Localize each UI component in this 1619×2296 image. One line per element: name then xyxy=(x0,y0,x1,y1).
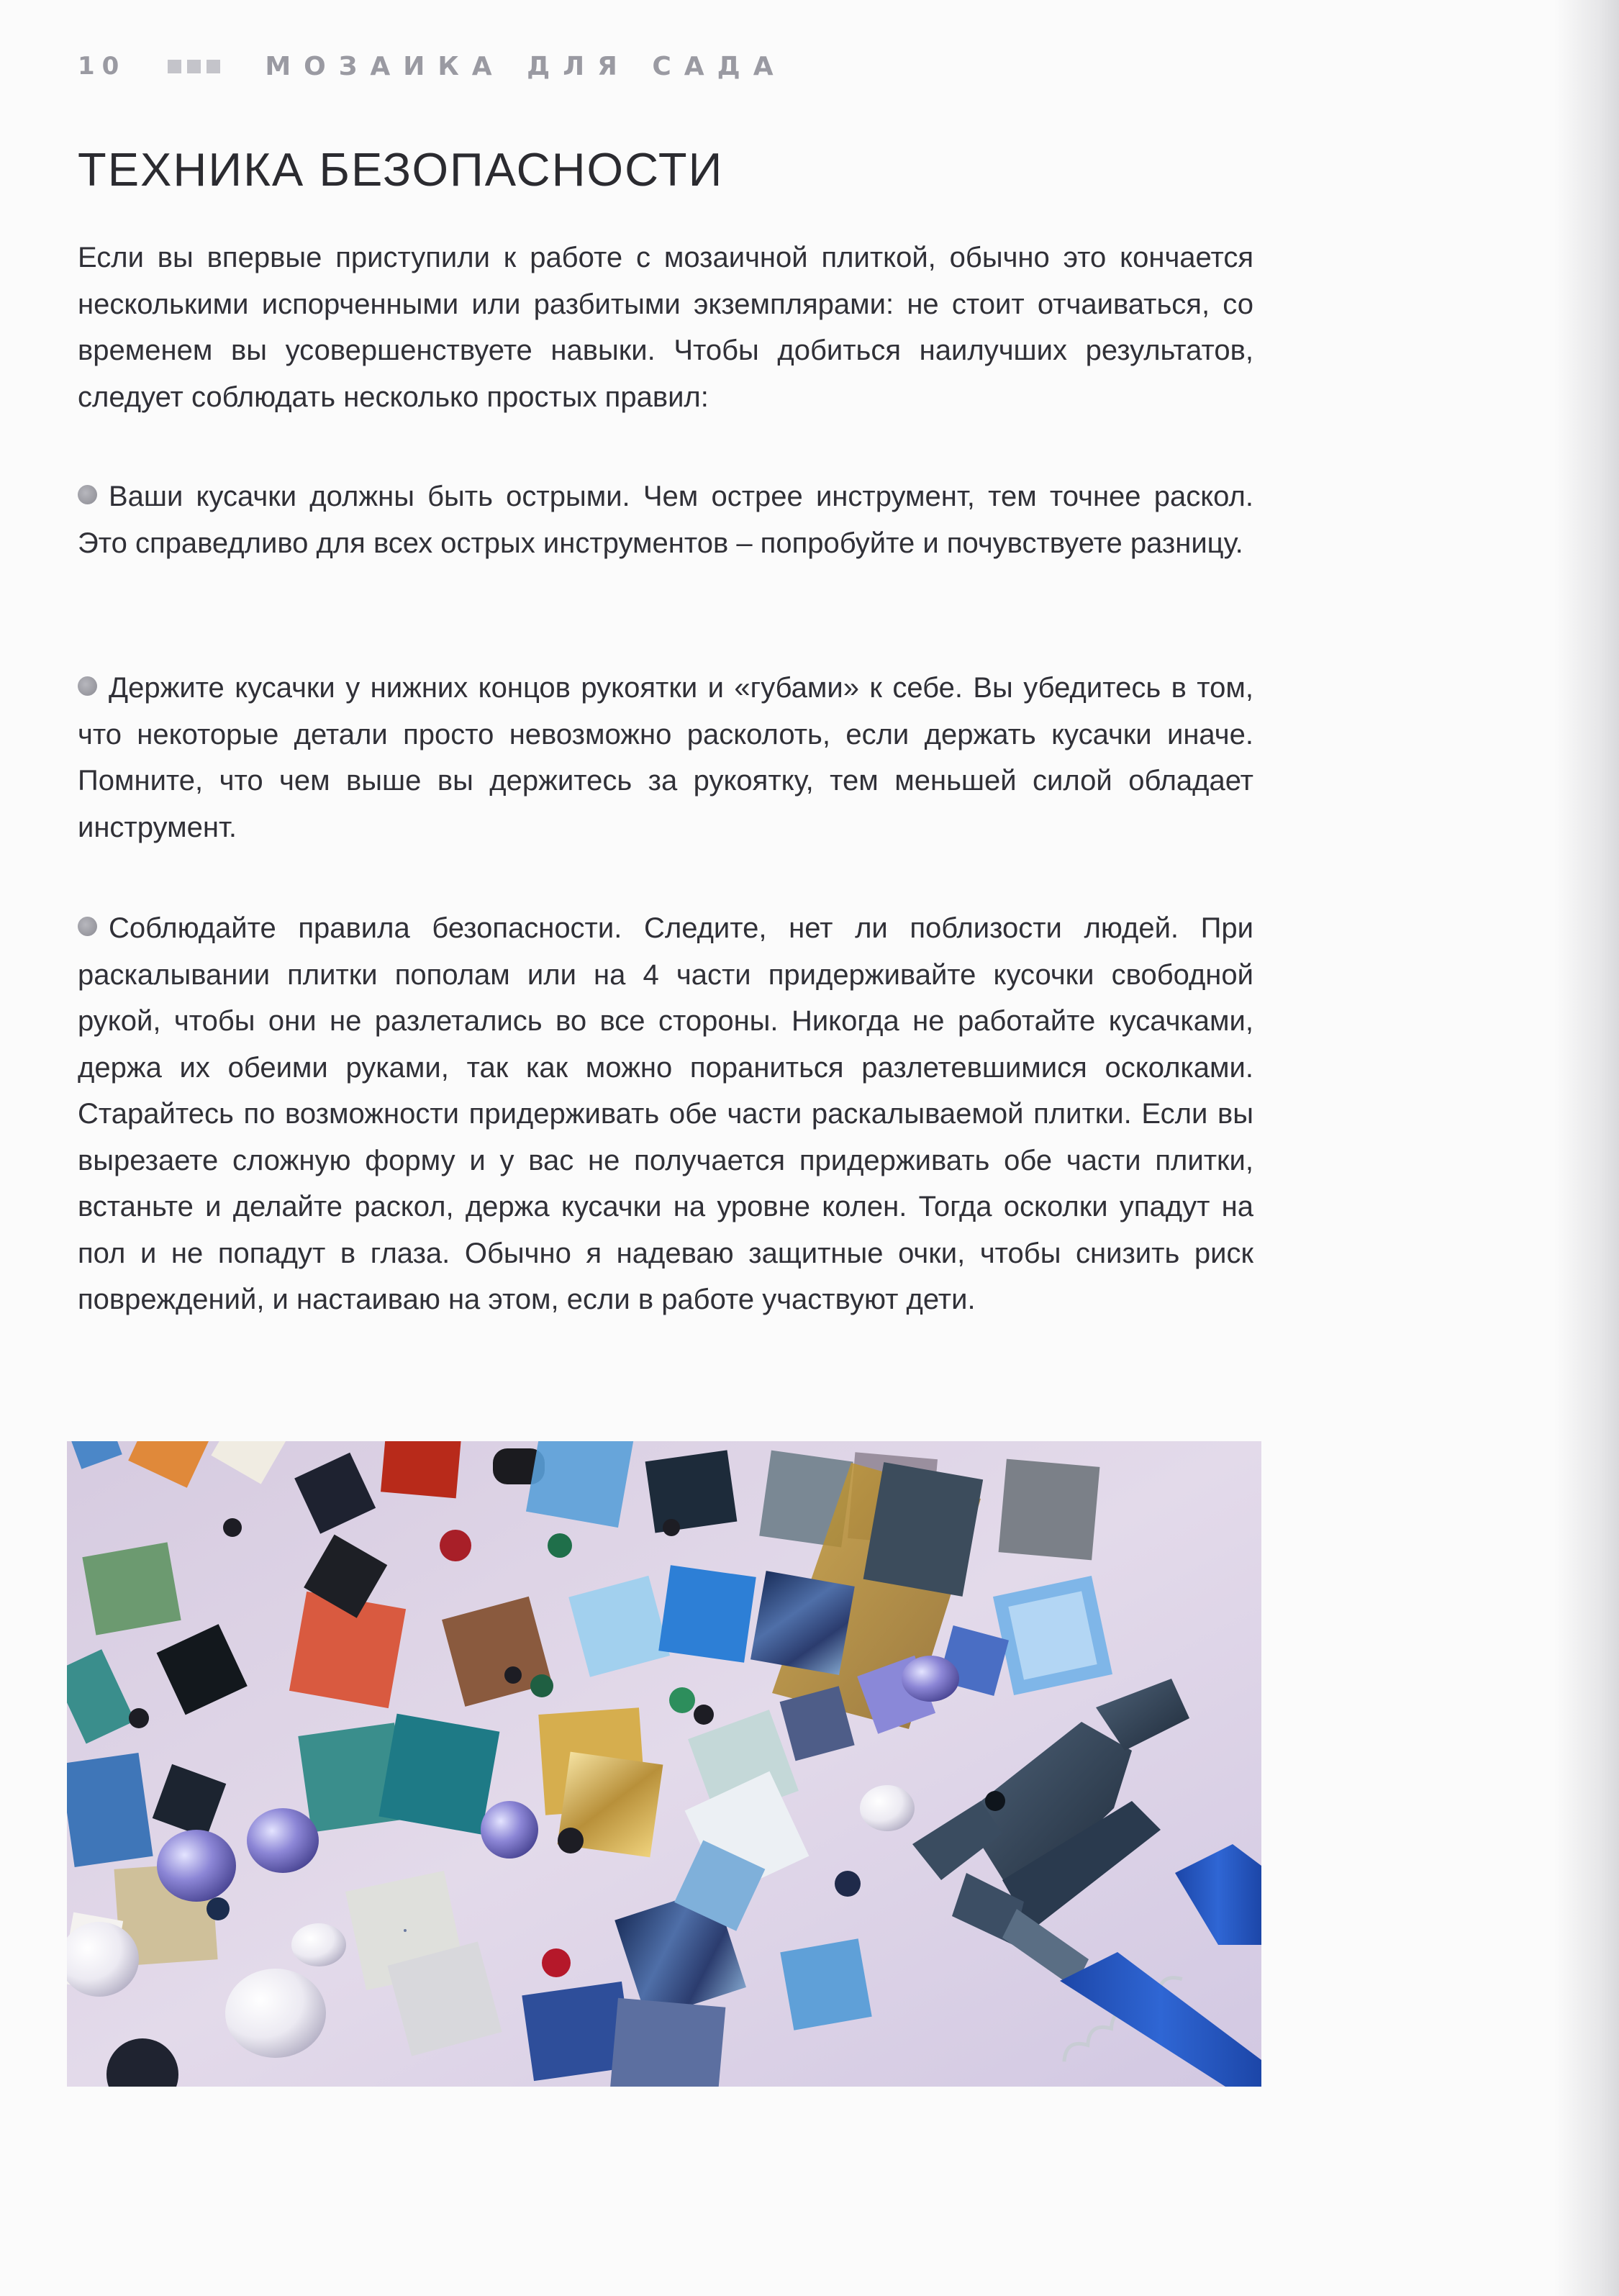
intro-paragraph: Если вы впервые приступили к работе с мозаичной плиткой, обычно это кончается несколькими испорченными или разбитыми экземплярами: не стоит отчаиваться, со временем вы усовершенствуете навыки. Чтобы добиться наилучших результатов, следует соблюдать несколько простых правил: xyxy=(78,242,1253,413)
rule-item-2 xyxy=(78,665,1253,850)
header-squares-ornament xyxy=(168,60,220,73)
mosaic-tiles-illustration xyxy=(67,1441,1261,2087)
page-number: 10 xyxy=(78,52,127,81)
ornament-square xyxy=(207,60,220,73)
rule-item-1 xyxy=(78,473,1253,566)
rule-text-1: Ваши кусачки должны быть острыми. Чем острее инструмент, тем точнее раскол. Это справедливо для всех острых инструментов – попробуйте и почувствуете разницу. xyxy=(78,481,1253,559)
rule-item-3 xyxy=(78,905,1253,1323)
page-edge-shadow xyxy=(1554,0,1619,2296)
mosaic-tiles-photo xyxy=(67,1441,1261,2087)
rule-text-3: Соблюдайте правила безопасности. Следите, нет ли поблизости людей. При раскалывании плитки пополам или на 4 части придерживайте кусочки свободной рукой, чтобы они не разлетались во все стороны. Никогда не работайте кусачками, держа их обеими руками, так как можно пораниться разлетевшимися осколками. Старайтесь по возможности придерживать обе части раскалываемой плитки. Если вы вырезаете сложную форму и у вас не получается придерживать обе части плитки, встаньте и делайте раскол, держа кусачки на уровне колен. Тогда осколки упадут на пол и не попадут в глаза. Обычно я надеваю защитные очки, чтобы снизить риск повреждений, и настаиваю на этом, если в работе участвуют дети. xyxy=(78,912,1253,1315)
section-title: ТЕХНИКА БЕЗОПАСНОСТИ xyxy=(78,143,724,196)
bullet-icon xyxy=(78,676,97,696)
book-title: МОЗАИКА ДЛЯ САДА xyxy=(265,51,786,81)
ornament-square xyxy=(187,60,201,73)
running-header xyxy=(78,47,786,85)
ornament-square xyxy=(168,60,181,73)
rule-text-2: Держите кусачки у нижних концов рукоятки и «губами» к себе. Вы убедитесь в том, что некоторые детали просто невозможно расколоть, если держать кусачки иначе. Помните, что чем выше вы держитесь за рукоятку, тем меньшей силой обладает инструмент. xyxy=(78,672,1253,843)
bullet-icon xyxy=(78,485,97,504)
bullet-icon xyxy=(78,917,97,936)
